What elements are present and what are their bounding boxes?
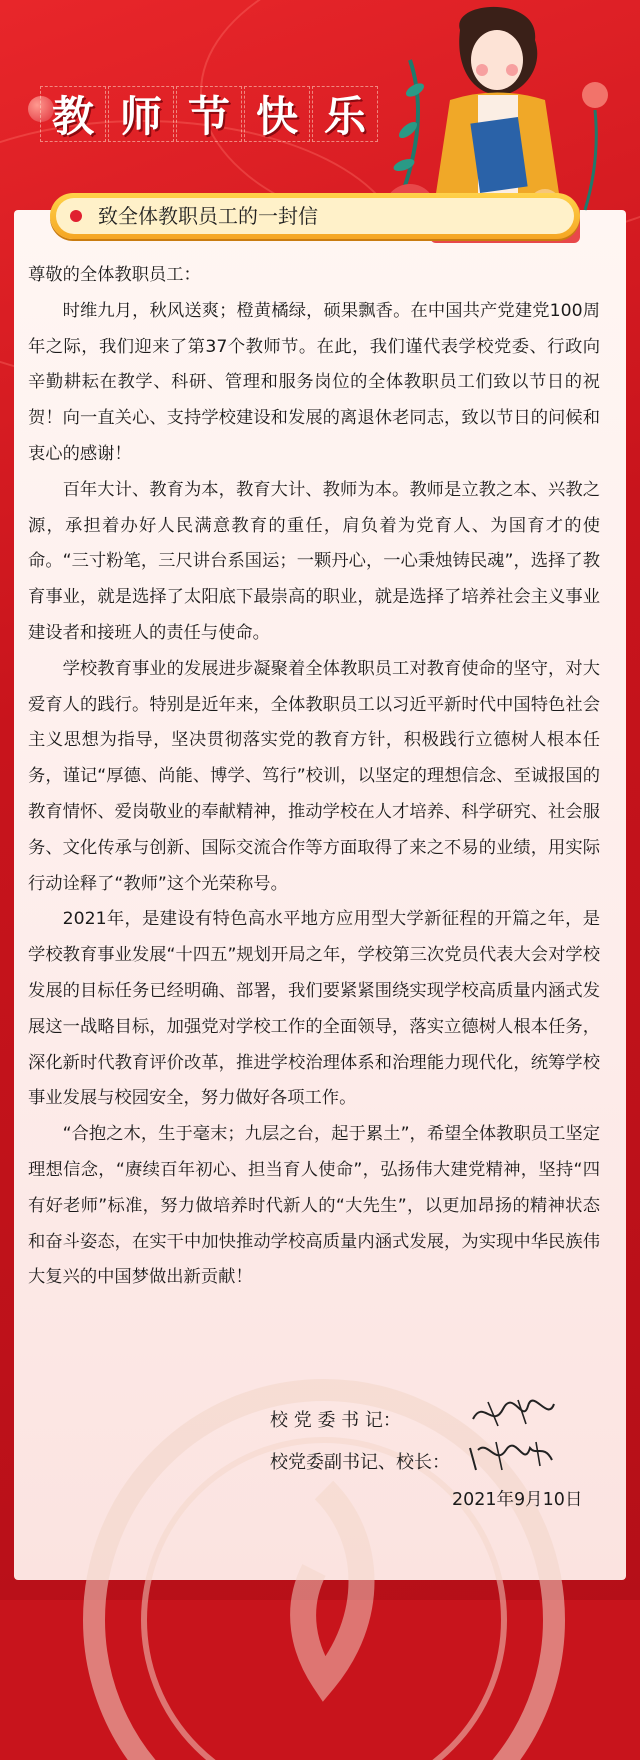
- title-char: 节: [176, 86, 242, 142]
- subtitle-text: 致全体教职员工的一封信: [98, 204, 318, 228]
- banner-dot-icon: [70, 210, 82, 222]
- letter-date: 2021年9月10日: [452, 1490, 583, 1510]
- title-char: 乐: [312, 86, 378, 142]
- title-char: 快: [244, 86, 310, 142]
- paragraph: “合抱之木，生于毫末；九层之台，起于累土”，希望全体教职员工坚定理想信念，“赓续百年初心、担当育人使命”，弘扬伟大建党精神，坚持“四有好老师”标准，努力做培养时代新人的“大先生”，以更加昂扬的精神状态和奋斗姿态，在实干中加快推动学校高质量内涵式发展，为实现中华民族伟大复兴的中国梦做出新贡献！: [28, 1124, 600, 1288]
- paragraph: 2021年，是建设有特色高水平地方应用型大学新征程的开篇之年，是学校教育事业发展“十四五”规划开局之年，学校第三次党员代表大会对学校发展的目标任务已经明确、部署，我们要紧紧围绕实现学校高质量内涵式发展这一战略目标，加强党对学校工作的全面领导，落实立德树人根本任务，深化新时代教育评价改革，推进学校治理体系和治理能力现代化，统筹学校事业发展与校园安全，努力做好各项工作。: [28, 909, 600, 1109]
- page-title: [40, 86, 380, 142]
- paragraph: 百年大计、教育为本，教育大计、教师为本。教师是立教之本、兴教之源，承担着办好人民满意教育的重任，肩负着为党育人、为国育才的使命。“三寸粉笔，三尺讲台系国运；一颗丹心，一心秉烛铸民魂”，选择了教育事业，就是选择了太阳底下最崇高的职业，就是选择了培养社会主义事业建设者和接班人的责任与使命。: [28, 479, 600, 643]
- title-char: 教: [40, 86, 106, 142]
- paragraph: 时维九月，秋风送爽；橙黄橘绿，硕果飘香。在中国共产党建党100周年之际，我们迎来了第37个教师节。在此，我们谨代表学校党委、行政向辛勤耕耘在教学、科研、管理和服务岗位的全体教职员工们致以节日的祝贺！向一直关心、支持学校建设和发展的离退休老同志，致以节日的问候和衷心的感谢！: [28, 300, 600, 464]
- signature-role-president: 校党委副书记、校长：: [270, 1452, 450, 1473]
- salutation: 尊敬的全体教职员工：: [28, 265, 201, 285]
- handwritten-signature-icon: [468, 1394, 558, 1434]
- letter-body: [28, 258, 600, 1296]
- title-char: 师: [108, 86, 174, 142]
- paragraph: 学校教育事业的发展进步凝聚着全体教职员工对教育使命的坚守，对大爱育人的践行。特别是近年来，全体教职员工以习近平新时代中国特色社会主义思想为指导，坚决贯彻落实党的教育方针，积极践行立德树人根本任务，谨记“厚德、尚能、博学、笃行”校训，以坚定的理想信念、至诚报国的教育情怀、爱岗敬业的奉献精神，推动学校在人才培养、科学研究、社会服务、文化传承与创新、国际交流合作等方面取得了来之不易的业绩，用实际行动诠释了“教师”这个光荣称号。: [28, 658, 600, 894]
- handwritten-signature-icon: [466, 1436, 556, 1476]
- subtitle-banner: [50, 193, 580, 239]
- school-emblem-watermark-icon: [74, 1320, 574, 1760]
- signature-role-secretary: 校 党 委 书 记：: [270, 1410, 401, 1431]
